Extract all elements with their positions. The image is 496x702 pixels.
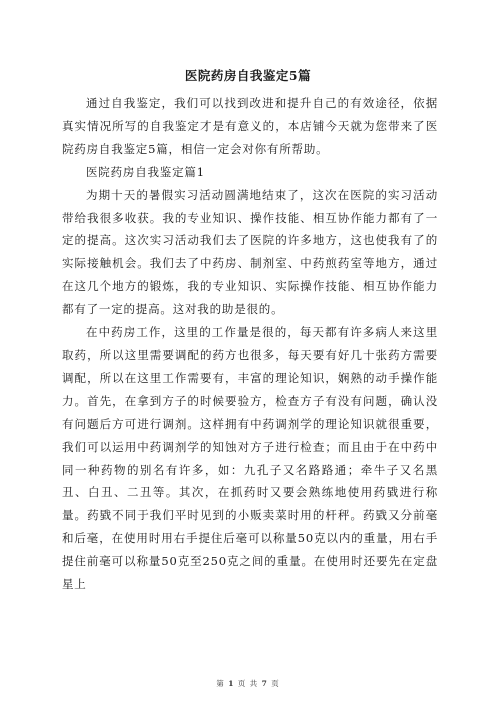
footer-middle: 页 共	[237, 679, 259, 688]
total-page-count: 7	[261, 679, 268, 688]
document-body	[62, 92, 438, 596]
current-page-number: 1	[228, 679, 235, 688]
page-footer	[0, 678, 496, 689]
document-title: 医院药房自我鉴定5篇	[184, 68, 312, 83]
intro-paragraph: 通过自我鉴定，我们可以找到改进和提升自己的有效途径，依据真实情况所写的自我鉴定才是有意义的，本店铺今天就为您带来了医院药房自我鉴定5篇，相信一定会对你有所帮助。	[62, 96, 438, 156]
body-paragraph: 在中药房工作，这里的工作量是很的，每天都有许多病人来这里取药，所以这里需要调配的药方也很多，每天要有好几十张药方需要调配，所以在这里工作需要有，丰富的理论知识，娴熟的动手操作能力。首先，在拿到方子的时候要验方，检查方子有没有问题，确认没有问题后方可进行调剂。这样拥有中药调剂学的理论知识就很重要，我们可以运用中药调剂学的知蚀对方子进行检查；而且由于在中药中同一种药物的别名有许多，如：九孔子又名路路通；牵牛子又名黑丑、白丑、二丑等。其次，在抓药时又要会熟练地使用药戥进行称量。药戥不同于我们平时见到的小贩卖菜时用的杆秤。药戥又分前毫和后毫，在使用时用右手提住后毫可以称量50克以内的重量，用右手提住前毫可以称量50克至250克之间的重量。在使用时还要先在定盘星上	[62, 325, 438, 592]
footer-prefix: 第	[216, 679, 225, 688]
body-paragraph: 为期十天的暑假实习活动圆满地结束了，这次在医院的实习活动带给我很多收获。我的专业知识、操作技能、相互协作能力都有了一定的提高。这次实习活动我们去了医院的许多地方，这也使我有了的实际接触机会。我们去了中药房、制剂室、中药煎药室等地方，通过在这几个地方的锻炼，我的专业知识、实际操作技能、相互协作能力都有了一定的提高。这对我的助是很的。	[62, 187, 438, 317]
footer-suffix: 页	[271, 679, 280, 688]
section-heading: 医院药房自我鉴定篇1	[86, 164, 205, 179]
